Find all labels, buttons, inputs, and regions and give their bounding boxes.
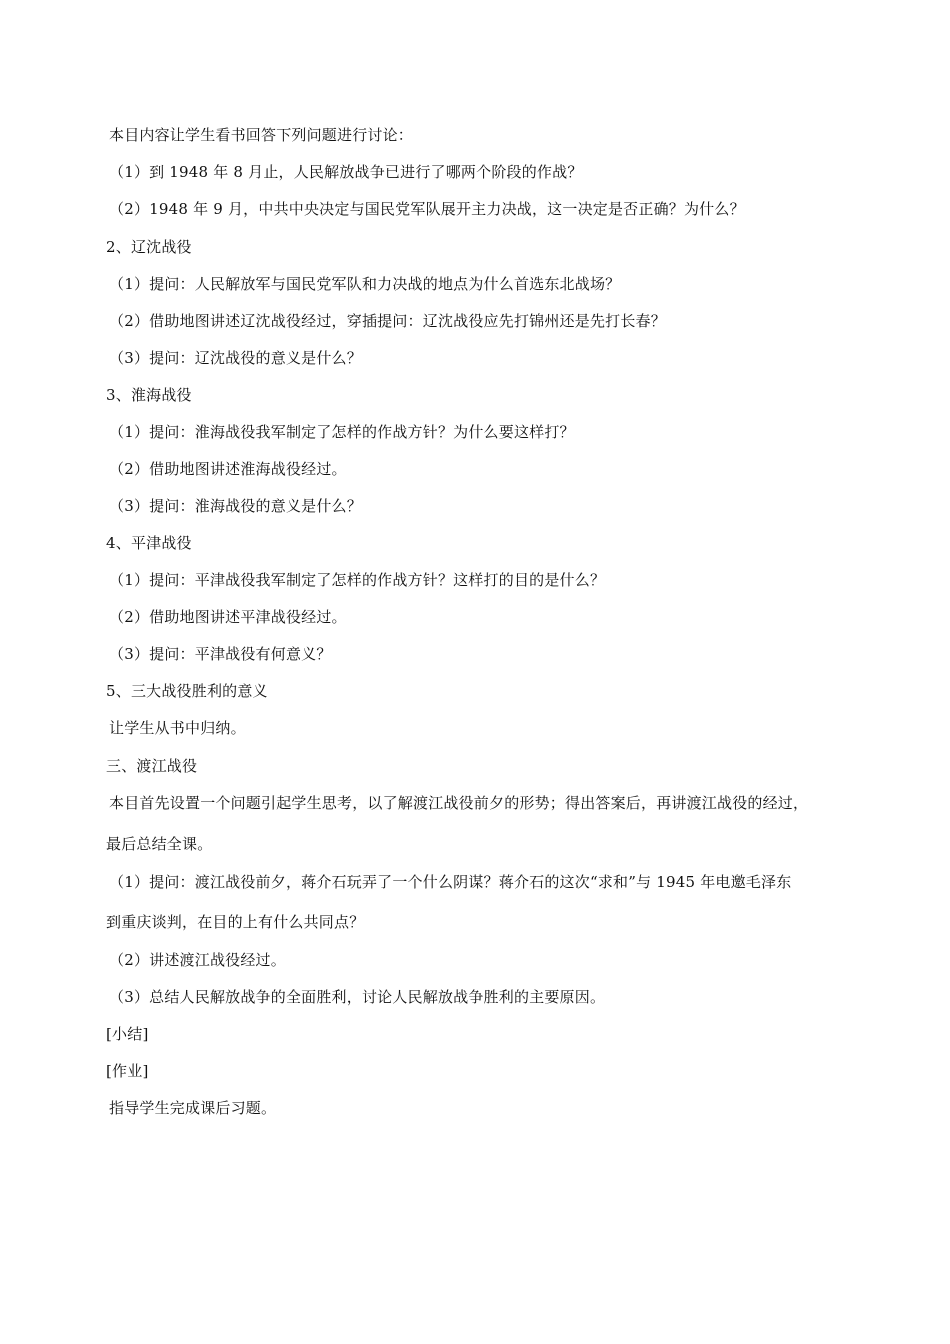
dujiang-item-3: （3）总结人民解放战争的全面胜利，讨论人民解放战争胜利的主要原因。 [109,988,606,1006]
dujiang-intro-line-2: 最后总结全课。 [106,835,213,853]
homework-heading: [作业] [106,1062,149,1080]
dujiang-item-1-line-2: 到重庆谈判，在目的上有什么共同点？ [106,913,365,931]
dujiang-intro-line-1: 本目首先设置一个问题引起学生思考，以了解渡江战役前夕的形势；得出答案后，再讲渡江战役的经过， [109,794,809,812]
section-heading-dujiang: 三、渡江战役 [106,757,198,775]
liaoshen-item-2: （2）借助地图讲述辽沈战役经过，穿插提问：辽沈战役应先打锦州还是先打长春？ [109,312,666,330]
liaoshen-item-1: （1）提问：人民解放军与国民党军队和力决战的地点为什么首选东北战场？ [109,275,621,293]
significance-note: 让学生从书中归纳。 [109,719,246,737]
section-heading-liaoshen: 2、辽沈战役 [106,238,192,256]
question-1: （1）到 1948 年 8 月止，人民解放战争已进行了哪两个阶段的作战？ [109,163,583,181]
pingjin-item-2: （2）借助地图讲述平津战役经过。 [109,608,347,626]
homework-note: 指导学生完成课后习题。 [109,1099,277,1117]
pingjin-item-1: （1）提问：平津战役我军制定了怎样的作战方针？这样打的目的是什么？ [109,571,606,589]
question-2: （2）1948 年 9 月，中共中央决定与国民党军队展开主力决战，这一决定是否正确？为什么？ [109,200,745,218]
summary-heading: [小结] [106,1025,149,1043]
section-heading-pingjin: 4、平津战役 [106,534,192,552]
section-heading-significance: 5、三大战役胜利的意义 [106,682,268,700]
huaihai-item-2: （2）借助地图讲述淮海战役经过。 [109,460,347,478]
liaoshen-item-3: （3）提问：辽沈战役的意义是什么？ [109,349,362,367]
huaihai-item-3: （3）提问：淮海战役的意义是什么？ [109,497,362,515]
dujiang-item-1-line-1: （1）提问：渡江战役前夕，蒋介石玩弄了一个什么阴谋？蒋介石的这次“求和”与 1945 年电邀毛泽东 [109,873,792,891]
section-heading-huaihai: 3、淮海战役 [106,386,192,404]
intro-paragraph: 本目内容让学生看书回答下列问题进行讨论： [109,126,414,144]
dujiang-item-2: （2）讲述渡江战役经过。 [109,951,286,969]
pingjin-item-3: （3）提问：平津战役有何意义？ [109,645,332,663]
huaihai-item-1: （1）提问：淮海战役我军制定了怎样的作战方针？为什么要这样打？ [109,423,575,441]
